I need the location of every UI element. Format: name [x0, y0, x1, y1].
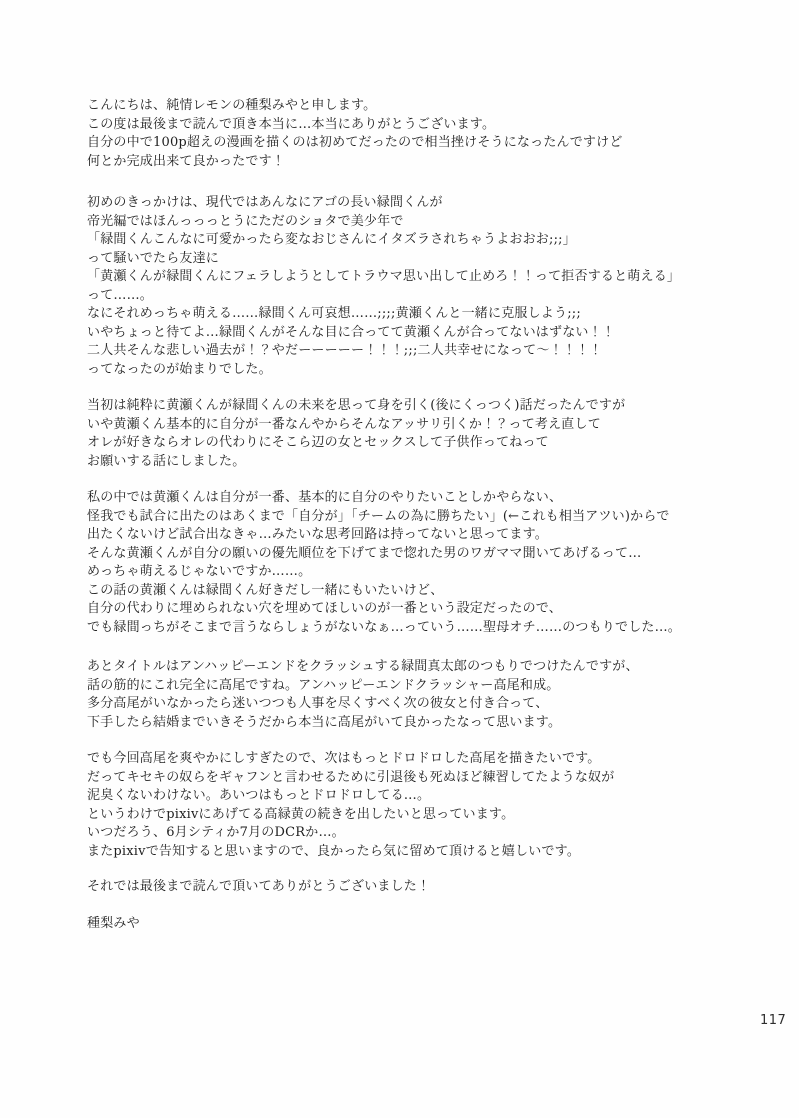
text-line: ってなったのが始まりでした。 — [87, 361, 272, 377]
text-line: 話の筋的にこれ完全に高尾ですね。アンハッピーエンドクラッシャー高尾和成。 — [87, 677, 560, 693]
text-line: 何とか完成出来て良かったです！ — [87, 153, 286, 169]
author-signature: 種梨みや — [87, 916, 140, 931]
paragraph-3 — [87, 397, 747, 471]
text-line: 泥臭くないわけない。あいつはもっとドロドロしてる…。 — [87, 788, 431, 804]
text-line: 怪我でも試合に出たのはあくまで「自分が」「チームの為に勝ちたい」(←これも相当アツい)からで — [87, 508, 670, 524]
text-line: この話の黄瀬くんは緑間くん好きだし一緒にもいたいけど、 — [87, 582, 444, 598]
paragraph-1 — [87, 97, 747, 171]
text-line: 帝光編ではほんっっっとうにただのショタで美少年で — [87, 213, 404, 229]
text-line: というわけでpixivにあげてる高緑黄の続きを出したいと思っています。 — [87, 806, 515, 822]
text-line: いやちょっと待てよ…緑間くんがそんな目に合ってて黄瀬くんが合ってないはずない！！ — [87, 324, 616, 340]
text-line: 下手したら結婚までいきそうだから本当に高尾がいて良かったなって思います。 — [87, 714, 562, 730]
paragraph-5 — [87, 658, 747, 732]
text-line: 多分高尾がいなかったら迷いつつも人事を尽くすべく次の彼女と付き合って、 — [87, 696, 549, 712]
text-line: 私の中では黄瀬くんは自分が一番、基本的に自分のやりたいことしかやらない、 — [87, 490, 563, 505]
text-line: 自分の代わりに埋められない穴を埋めてほしいのが一番という設定だったので、 — [87, 601, 562, 617]
page-number: 117 — [760, 1013, 787, 1028]
text-line: お願いする話にしました。 — [87, 453, 246, 469]
text-line: 「黄瀬くんが緑間くんにフェラしようとしてトラウマ思い出して止めろ！！って拒否すると萌える」 — [87, 269, 681, 285]
text-line: 二人共そんな悲しい過去が！？やだーーーーー！！！;;;二人共幸せになって〜！！！！ — [87, 343, 603, 359]
text-line: だってキセキの奴らをギャフンと言わせるために引退後も死ぬほど練習してたような奴が — [87, 769, 615, 785]
paragraph-4 — [87, 489, 747, 637]
text-line: めっちゃ萌えるじゃないですか……。 — [87, 564, 312, 580]
text-line: 出たくないけど試合出なきゃ…みたいな思考回路は持ってないと思ってます。 — [87, 527, 548, 543]
text-line: って騒いでたら友達に — [87, 250, 220, 266]
text-line: あとタイトルはアンハッピーエンドをクラッシュする緑間真太郎のつもりでつけたんですが、 — [87, 659, 639, 674]
text-line: 「緑間くんこんなに可愛かったら変なおじさんにイタズラされちゃうよおおお;;;」 — [87, 232, 576, 248]
text-line: 自分の中で100p超えの漫画を描くのは初めてだったので相当挫けそうになったんですけど — [87, 135, 623, 151]
text-line: いつだろう、6月シティか7月のDCRか…。 — [87, 825, 345, 841]
text-line: こんにちは、純情レモンの種梨みやと申します。 — [87, 98, 377, 113]
text-line: なにそれめっちゃ萌える……緑間くん可哀想……;;;;黄瀬くんと一緒に克服しよう;;; — [87, 306, 581, 322]
text-line: 当初は純粋に黄瀬くんが緑間くんの未来を思って身を引く(後にくっつく)話だったんですが — [87, 398, 626, 413]
text-line: いや黄瀬くん基本的に自分が一番なんやからそんなアッサリ引くか！？って考え直して — [87, 416, 601, 432]
text-line: 初めのきっかけは、現代ではあんなにアゴの長い緑間くんが — [87, 195, 443, 210]
text-line: それでは最後まで読んで頂いてありがとうございました！ — [87, 879, 431, 894]
text-line: そんな黄瀬くんが自分の願いの優先順位を下げてまで惚れた男のワガママ聞いてあげるって… — [87, 545, 642, 561]
text-line: でも今回高尾を爽やかにしすぎたので、次はもっとドロドロした高尾を描きたいです。 — [87, 751, 601, 766]
text-line: またpixivで告知すると思いますので、良かったら気に留めて頂けると嬉しいです。 — [87, 843, 581, 859]
text-line: って……。 — [87, 287, 154, 303]
paragraph-7 — [87, 878, 747, 897]
text-line: オレが好きならオレの代わりにそこら辺の女とセックスして子供作ってねって — [87, 435, 549, 451]
text-line: この度は最後まで読んで頂き本当に…本当にありがとうございます。 — [87, 116, 496, 132]
paragraph-6 — [87, 750, 747, 861]
text-line: でも緑間っちがそこまで言うならしょうがないなぁ…っていう……聖母オチ……のつもりでした…。 — [87, 619, 682, 635]
paragraph-2 — [87, 194, 747, 379]
